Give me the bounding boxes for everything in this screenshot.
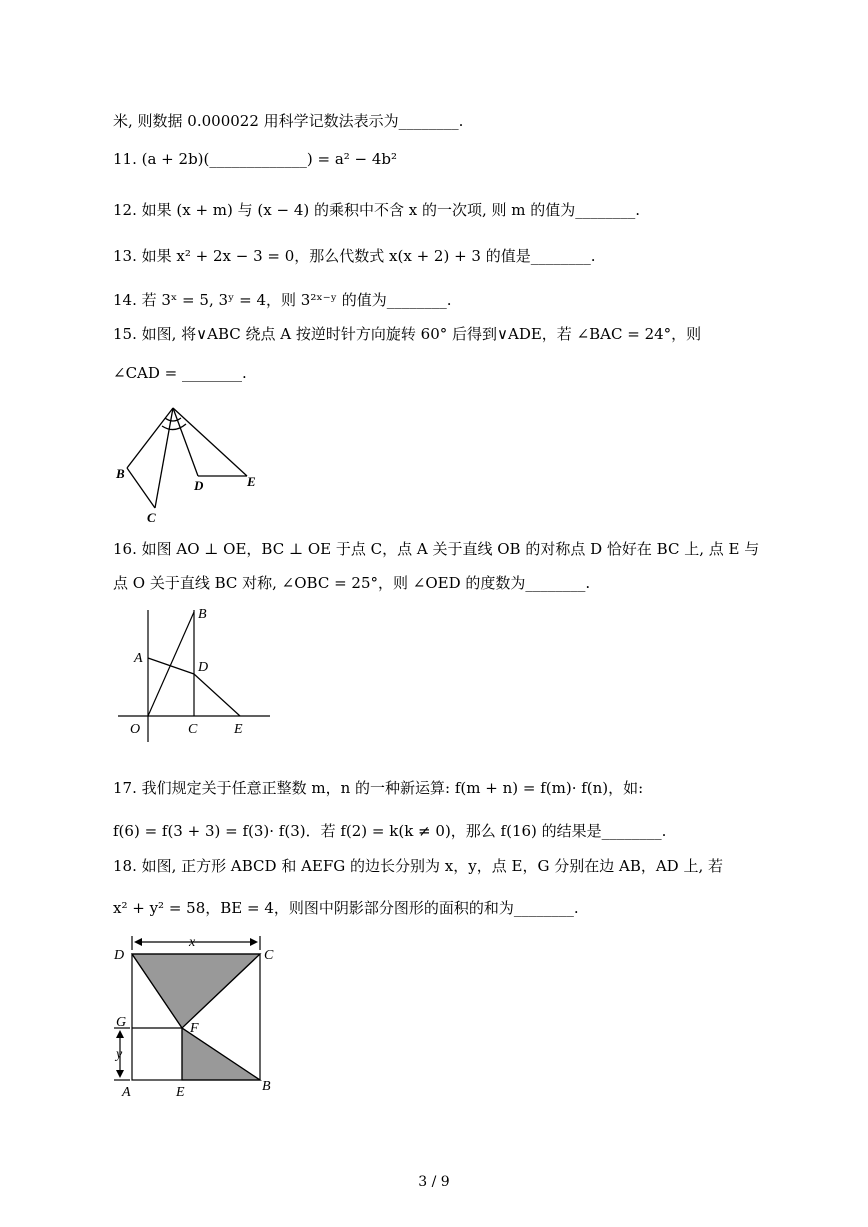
q18-line1: 18. 如图, 正方形 ABCD 和 AEFG 的边长分别为 x，y，点 E，G 分别在边 AB，AD 上, 若 [113, 857, 724, 875]
q17-line2: f(6) = f(3 + 3) = f(3)· f(3)．若 f(2) = k(k ≠ 0)，那么 f(16) 的结果是________. [113, 822, 667, 840]
fig18-label-f: F [190, 1021, 199, 1036]
fig18-label-g: G [116, 1015, 127, 1030]
q15-line2: ∠CAD = ________. [113, 364, 247, 382]
q10-continued: 米, 则数据 0.000022 用科学记数法表示为________. [113, 112, 464, 130]
fig16-label-b: B [198, 607, 207, 622]
fig16-label-o: O [130, 722, 141, 737]
q11: 11. (a + 2b)(_____________) = a² − 4b² [113, 150, 398, 168]
figure-q18 [110, 928, 285, 1100]
fig18-label-b: B [262, 1079, 271, 1094]
fig18-label-d: D [114, 948, 125, 963]
fig15-label-c: C [147, 510, 156, 525]
fig18-label-e: E [176, 1085, 185, 1100]
fig16-label-c: C [188, 722, 198, 737]
fig18-label-c: C [264, 948, 274, 963]
fig16-label-d: D [198, 660, 209, 675]
fig16-label-a: A [134, 651, 143, 666]
q16-line2: 点 O 关于直线 BC 对称, ∠OBC = 25°，则 ∠OED 的度数为________. [113, 574, 591, 592]
fig18-label-y: y [116, 1047, 123, 1062]
q13: 13. 如果 x² + 2x − 3 = 0，那么代数式 x(x + 2) + 3 的值是________. [113, 247, 596, 265]
fig15-label-b: B [116, 466, 125, 481]
page-number: 3 / 9 [418, 1174, 450, 1190]
q16-line1: 16. 如图 AO ⊥ OE，BC ⊥ OE 于点 C，点 A 关于直线 OB 的对称点 D 恰好在 BC 上, 点 E 与 [113, 540, 760, 558]
q14: 14. 若 3ˣ = 5, 3ʸ = 4，则 3²ˣ⁻ʸ 的值为________. [113, 291, 452, 309]
fig15-label-d: D [194, 478, 204, 493]
figure-q15 [110, 400, 270, 530]
q12: 12. 如果 (x + m) 与 (x − 4) 的乘积中不含 x 的一次项, 则 m 的值为________. [113, 201, 641, 219]
fig15-label-e: E [247, 474, 256, 489]
fig18-label-a: A [122, 1085, 131, 1100]
figure-q16 [110, 600, 280, 745]
q17-line1: 17. 我们规定关于任意正整数 m，n 的一种新运算: f(m + n) = f(m)· f(n)，如: [113, 779, 644, 797]
q18-line2: x² + y² = 58，BE = 4，则图中阴影部分图形的面积的和为________. [113, 899, 579, 917]
fig16-label-e: E [234, 722, 243, 737]
q15-line1: 15. 如图, 将∨ABC 绕点 A 按逆时针方向旋转 60° 后得到∨ADE，若 ∠BAC = 24°，则 [113, 325, 702, 343]
fig18-label-x: x [189, 935, 196, 950]
